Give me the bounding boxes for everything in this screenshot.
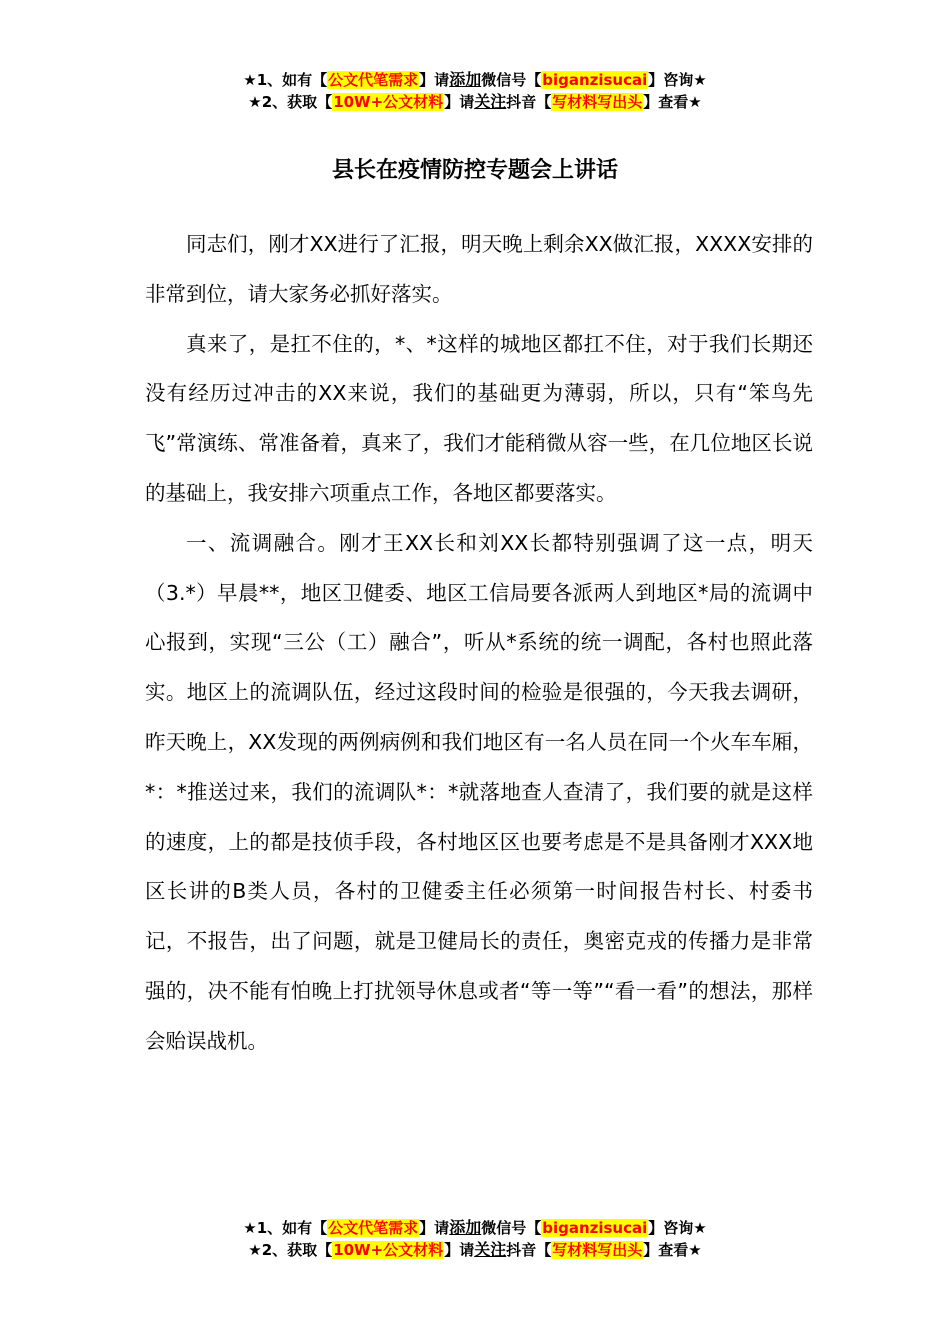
promo-text: ★2、获取【 bbox=[248, 93, 333, 111]
promo-line-1 bbox=[0, 69, 950, 91]
highlight-wechat-id: biganzisucai bbox=[542, 1219, 648, 1237]
promo-text: 】咨询★ bbox=[648, 1219, 707, 1237]
document-body bbox=[145, 220, 813, 1067]
underlined-add: 添加 bbox=[449, 1218, 482, 1237]
promo-text: 抖音【 bbox=[506, 1241, 552, 1259]
promo-text: 】咨询★ bbox=[648, 71, 707, 89]
highlight-wechat-id: biganzisucai bbox=[542, 71, 648, 89]
promo-text: 】查看★ bbox=[643, 93, 702, 111]
promo-line-2 bbox=[0, 91, 950, 113]
promo-text: 】查看★ bbox=[643, 1241, 702, 1259]
paragraph: 真来了，是扛不住的，*、*这样的城地区都扛不住，对于我们长期还没有经历过冲击的XX来说，我们的基础更为薄弱，所以，只有“笨鸟先飞”常演练、常准备着，真来了，我们才能稍微从容一些，在几位地区长说的基础上，我安排六项重点工作，各地区都要落实。 bbox=[145, 331, 813, 505]
promo-text: 】请 bbox=[444, 93, 475, 111]
promo-text: 】请 bbox=[419, 71, 450, 89]
promo-banner-bottom bbox=[0, 1217, 950, 1261]
highlight-materials: 10W+公文材料 bbox=[333, 1241, 444, 1259]
promo-text: 微信号【 bbox=[481, 1219, 542, 1237]
promo-text: 微信号【 bbox=[481, 71, 542, 89]
promo-banner-top bbox=[0, 69, 950, 113]
highlight-douyin-account: 写材料写出头 bbox=[552, 93, 643, 111]
promo-line-2 bbox=[0, 1239, 950, 1261]
highlight-douyin-account: 写材料写出头 bbox=[552, 1241, 643, 1259]
underlined-follow: 关注 bbox=[474, 92, 507, 111]
document-title: 县长在疫情防控专题会上讲话 bbox=[331, 158, 618, 183]
underlined-add: 添加 bbox=[449, 70, 482, 89]
paragraph: 同志们，刚才XX进行了汇报，明天晚上剩余XX做汇报，XXXX安排的非常到位，请大家务必抓好落实。 bbox=[145, 232, 813, 306]
highlight-materials: 10W+公文材料 bbox=[333, 93, 444, 111]
promo-text: ★1、如有【 bbox=[243, 71, 328, 89]
paragraph: 一、流调融合。刚才王XX长和刘XX长都特别强调了这一点，明天（3.*）早晨**，地区卫健委、地区工信局要各派两人到地区*局的流调中心报到，实现“三公（工）融合”，听从*系统的统一调配，各村也照此落实。地区上的流调队伍，经过这段时间的检验是很强的，今天我去调研，昨天晚上，XX发现的两例病例和我们地区有一名人员在同一个火车车厢，*：*推送过来，我们的流调队*：*就落地查人查清了，我们要的就是这样的速度，上的都是技侦手段，各村地区区也要考虑是不是具备刚才XXX地区长讲的B类人员，各村的卫健委主任必须第一时间报告村长、村委书记，不报告，出了问题，就是卫健局长的责任，奥密克戎的传播力是非常强的，决不能有怕晚上打扰领导休息或者“等一等”“看一看”的想法，那样会贻误战机。 bbox=[145, 530, 813, 1053]
highlight-ghostwriting: 公文代笔需求 bbox=[328, 71, 419, 89]
promo-text: 】请 bbox=[419, 1219, 450, 1237]
promo-text: ★2、获取【 bbox=[248, 1241, 333, 1259]
promo-text: 】请 bbox=[444, 1241, 475, 1259]
underlined-follow: 关注 bbox=[474, 1240, 507, 1259]
promo-text: ★1、如有【 bbox=[243, 1219, 328, 1237]
promo-line-1 bbox=[0, 1217, 950, 1239]
promo-text: 抖音【 bbox=[506, 93, 552, 111]
highlight-ghostwriting: 公文代笔需求 bbox=[328, 1219, 419, 1237]
